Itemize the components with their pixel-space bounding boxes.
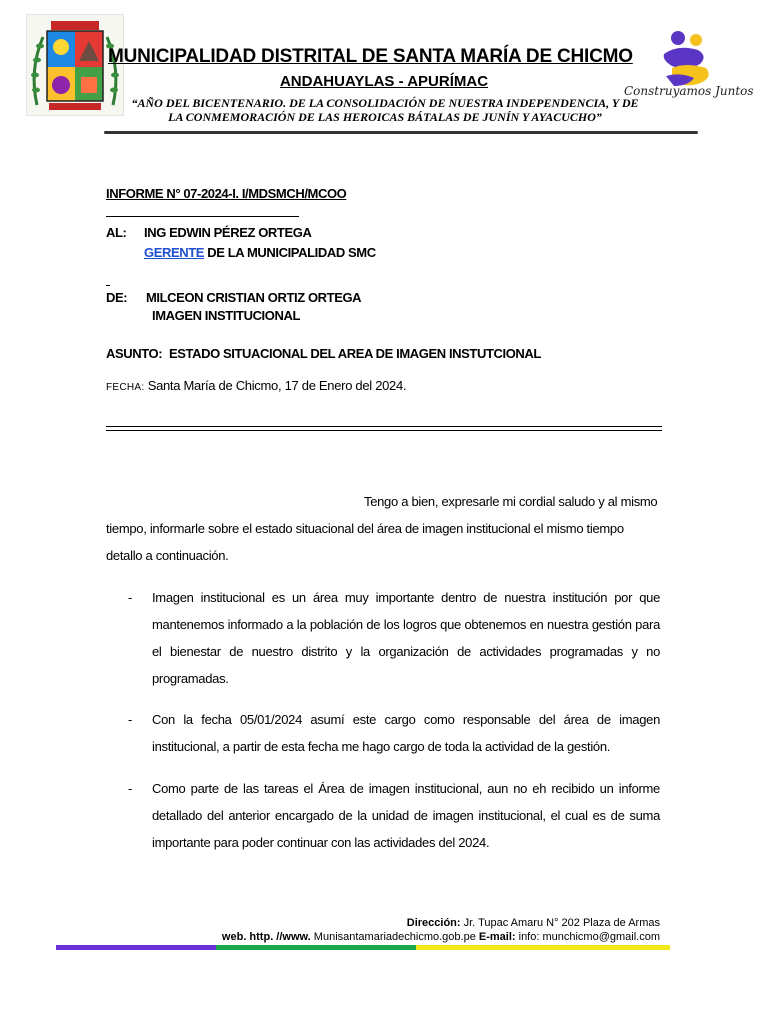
informe-number: INFORME N° 07-2024-I. I/MDSMCH/MCOO: [106, 186, 347, 201]
al-role-rest: DE LA MUNICIPALIDAD SMC: [204, 245, 376, 260]
municipality-subtitle: ANDAHUAYLAS - APURÍMAC: [279, 73, 489, 90]
intro-line-1: Tengo a bien, expresarle mi cordial saludo y al mismo: [364, 494, 658, 509]
de-label: DE:: [106, 290, 128, 305]
de-role: IMAGEN INSTITUCIONAL: [152, 308, 300, 323]
bullet-line: detallado del anterior encargado de la unidad de imagen institucional, el cual es de suma: [152, 808, 660, 823]
intro-line-2: tiempo, informarle sobre el estado situacional del área de imagen institucional el mismo tiempo: [106, 521, 624, 536]
footer-bar-yellow: [416, 945, 670, 950]
al-name: ING EDWIN PÉREZ ORTEGA: [144, 225, 312, 240]
web-text[interactable]: Munisantamariadechicmo.gob.pe: [310, 931, 476, 943]
bullet-dash: -: [128, 712, 133, 727]
de-name: MILCEON CRISTIAN ORTIZ ORTEGA: [146, 290, 362, 305]
informe-rule: [106, 216, 299, 217]
asunto-text: ESTADO SITUACIONAL DEL AREA DE IMAGEN INSTUTCIONAL: [169, 346, 541, 361]
bullet-line: programadas.: [152, 671, 229, 686]
footer-contact: [222, 931, 660, 943]
bullet-line: Con la fecha 05/01/2024 asumí este cargo como responsable del área de imagen: [152, 712, 660, 727]
al-role: [144, 245, 376, 260]
fecha-label: FECHA:: [106, 382, 145, 393]
email-text[interactable]: info: munchicmo@gmail.com: [515, 931, 660, 943]
bullet-dash: -: [128, 781, 133, 796]
footer-bar-purple: [56, 945, 216, 950]
bullet-line: Como parte de las tareas el Área de imagen institucional, aun no eh recibido un informe: [152, 781, 660, 796]
bullet-item: [152, 706, 660, 760]
gerente-link[interactable]: GERENTE: [144, 245, 205, 260]
year-slogan-line-2: LA CONMEMORACIÓN DE LAS HEROICAS BÁTALAS DE JUNÍN Y AYACUCHO”: [168, 110, 602, 124]
bullet-line: importante para poder continuar con las actividades del 2024.: [152, 835, 490, 850]
bullet-line: institucional, a partir de esta fecha me hago cargo de toda la actividad de la gestión.: [152, 739, 611, 754]
logo-slogan: Construyamos Juntos: [624, 84, 754, 98]
footer-bar-green: [216, 945, 416, 950]
email-label: E-mail:: [475, 931, 516, 943]
direccion-text: Jr. Tupac Amaru N° 202 Plaza de Armas: [460, 917, 660, 929]
header-divider: [104, 131, 698, 134]
direccion-label: Dirección:: [406, 917, 461, 929]
bullet-line: Imagen institucional es un área muy importante dentro de nuestra institución por que: [152, 590, 660, 605]
asunto-label: ASUNTO:: [106, 346, 163, 361]
footer-address: [407, 917, 660, 929]
bullet-item: [152, 775, 660, 856]
year-slogan-line-1: “AÑO DEL BICENTENARIO. DE LA CONSOLIDACIÓN DE NUESTRA INDEPENDENCIA, Y DE: [131, 96, 639, 110]
municipality-title: MUNICIPALIDAD DISTRITAL DE SANTA MARÍA DE CHICMO: [108, 46, 633, 67]
bullet-dash: -: [128, 590, 133, 605]
fecha-text: Santa María de Chicmo, 17 de Enero del 2024.: [147, 378, 407, 393]
intro-line-3: detallo a continuación.: [106, 548, 229, 563]
memo-rule-1: [106, 426, 662, 427]
web-label: web. http. //www.: [221, 931, 311, 943]
memo-rule-2: [106, 430, 662, 431]
bullet-item: [152, 584, 660, 692]
al-label: AL:: [106, 225, 127, 240]
bullet-line: el bienestar de nuestro distrito y la organización de actividades programadas y no: [152, 644, 660, 659]
de-marker: [106, 285, 110, 286]
bullet-line: mantenemos informado a la población de los logros que obtenemos en nuestra gestión para: [152, 617, 660, 632]
